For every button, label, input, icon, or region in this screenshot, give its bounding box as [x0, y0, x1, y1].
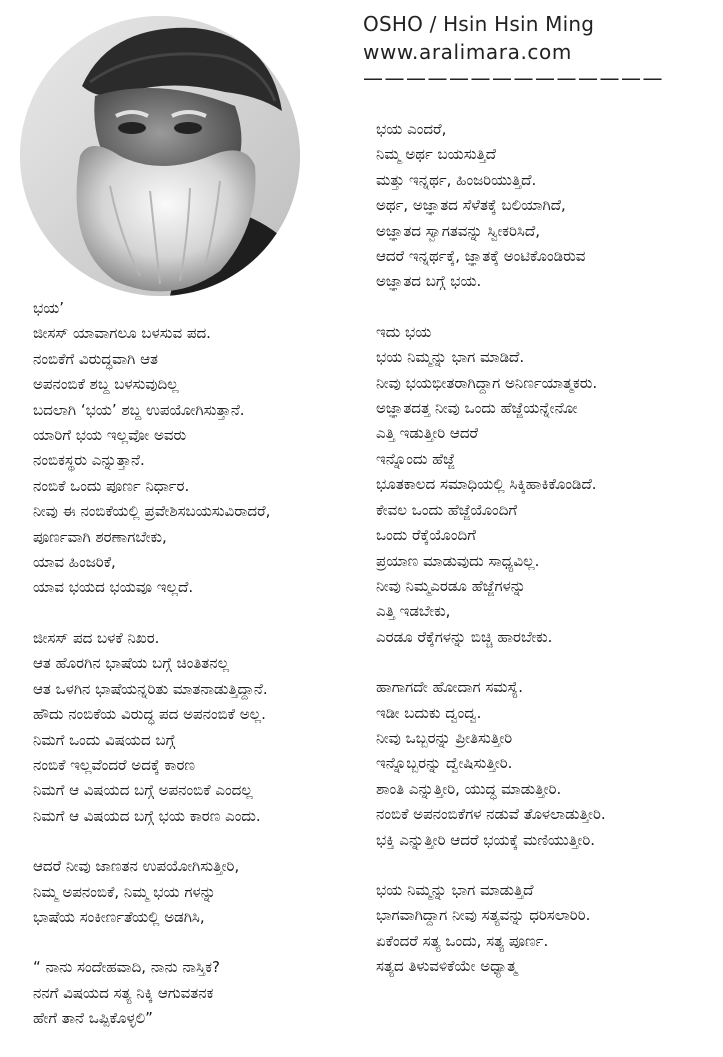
poem-line: ಎರಡೂ ರೆಕ್ಕೆಗಳನ್ನು ಬಿಚ್ಚಿ ಹಾರಬೇಕು. — [376, 627, 553, 646]
poem-line: ನೀವು ಒಬ್ಬರನ್ನು ಪ್ರೀತಿಸುತ್ತೀರಿ — [376, 728, 513, 747]
stanza — [33, 626, 270, 829]
poem-line: ಇದು ಭಯ — [376, 322, 432, 341]
poem-line: ಯಾರಿಗೆ ಭಯ ಇಲ್ಲವೋ ಅವರು — [33, 426, 187, 445]
stanza — [33, 854, 270, 930]
poem-line: ಹಾಗಾಗದೇ ಹೋದಾಗ ಸಮಸ್ಯೆ. — [376, 678, 523, 697]
poem-line: ನೀವು ಈ ನಂಬಿಕೆಯಲ್ಲಿ ಪ್ರವೇಶಿಸಬಯಸುವಿರಾದರೆ, — [33, 502, 271, 521]
stanza — [376, 675, 606, 853]
poem-line: ಅಪನಂಬಿಕೆ ಶಬ್ದ ಬಳಸುವುದಿಲ್ಲ — [33, 375, 179, 394]
poem-line: ನಿಮ್ಮ ಅಪನಂಬಿಕೆ, ನಿಮ್ಮ ಭಯ ಗಳನ್ನು — [33, 882, 216, 901]
poem-line: ನಂಬಿಕೆಗೆ ವಿರುದ್ಧವಾಗಿ ಆತ — [33, 349, 158, 368]
poem-line: ಅಜ್ಞಾತದತ್ತ ನೀವು ಒಂದು ಹೆಜ್ಜೆಯನ್ನೇನೋ — [376, 399, 578, 418]
poem-line: ನಿಮಗೆ ಆ ವಿಷಯದ ಬಗ್ಗೆ ಭಯ ಕಾರಣ ಎಂದು. — [33, 806, 261, 825]
poem-line: ಅಜ್ಞಾತದ ಸ್ವಾಗತವನ್ನು ಸ್ವೀಕರಿಸಿದೆ, — [376, 221, 540, 240]
poem-line: ಇಡೀ ಬದುಕು ದ್ವಂದ್ವ. — [376, 703, 482, 722]
left-column-text — [33, 296, 270, 1057]
stanza — [376, 117, 606, 295]
poem-line: ಜೀಸಸ್ ಯಾವಾಗಲೂ ಬಳಸುವ ಪದ. — [33, 324, 211, 343]
poem-line: ನಂಬಿಕೆ ಇಲ್ಲವೆಂದರೆ ಅದಕ್ಕೆ ಕಾರಣ — [33, 755, 196, 774]
right-column-text — [376, 117, 606, 1005]
header-rule: —————————————— — [363, 66, 664, 90]
poem-line: ಬದಲಾಗಿ ‘ಭಯ’ ಶಬ್ದ ಉಪಯೋಗಿಸುತ್ತಾನೆ. — [33, 400, 245, 419]
poem-line: ಆತ ಹೊರಗಿನ ಭಾಷೆಯ ಬಗ್ಗೆ ಚಿಂತಿತನಲ್ಲ — [33, 654, 230, 673]
poem-line: ಶಾಂತಿ ಎನ್ನುತ್ತೀರಿ, ಯುದ್ಧ ಮಾಡುತ್ತೀರಿ. — [376, 779, 562, 798]
author-title: OSHO / Hsin Hsin Ming — [363, 12, 595, 36]
poem-line: ಹೇಗೆ ತಾನೆ ಒಪ್ಪಿಕೊಳ್ಳಲಿ” — [33, 1009, 153, 1028]
stanza — [33, 296, 270, 601]
poem-line: ಭಯ ಎಂದರೆ, — [376, 120, 447, 138]
poem-line: ನಿಮಗೆ ಆ ವಿಷಯದ ಬಗ್ಗೆ ಅಪನಂಬಿಕೆ ಎಂದಲ್ಲ — [33, 781, 253, 800]
website-url: www.aralimara.com — [363, 40, 572, 64]
poem-line: ನನಗೆ ವಿಷಯದ ಸತ್ಯ ನಿಕ್ಕಿ ಆಗುವತನಕ — [33, 983, 214, 1002]
poem-line: ನಂಬಿಕೆ ಅಪನಂಬಿಕೆಗಳ ನಡುವೆ ತೊಳಲಾಡುತ್ತೀರಿ. — [376, 805, 606, 824]
poem-line: ನೀವು ನಿಮ್ಮಎರಡೂ ಹೆಜ್ಜೆಗಳನ್ನು — [376, 576, 526, 595]
stanza — [376, 878, 606, 980]
poem-line: ಪೂರ್ಣವಾಗಿ ಶರಣಾಗಬೇಕು, — [33, 527, 167, 546]
poem-line: ಭಯ ನಿಮ್ಮನ್ನು ಭಾಗ ಮಾಡಿದೆ. — [376, 348, 525, 367]
poem-line: ಮತ್ತು ಇನ್ನರ್ಥ, ಹಿಂಜರಿಯುತ್ತಿದೆ. — [376, 170, 537, 189]
poem-line: ಸತ್ಯದ ತಿಳುವಳಿಕೆಯೇ ಅಧ್ಯಾತ್ಮ — [376, 957, 518, 976]
poem-line: ನೀವು ಭಯಭೀತರಾಗಿದ್ದಾಗ ಅನಿರ್ಣಯಾತ್ಮಕರು. — [376, 373, 598, 392]
poem-line: ಭೂತಕಾಲದ ಸಮಾಧಿಯಲ್ಲಿ ಸಿಕ್ಕಿಹಾಕಿಕೊಂಡಿದೆ. — [376, 475, 597, 494]
poem-line: ಅಜ್ಞಾತದ ಬಗ್ಗೆ ಭಯ. — [376, 272, 482, 291]
poem-line: ಯಾವ ಭಯದ ಭಯವೂ ಇಲ್ಲದೆ. — [33, 578, 194, 597]
poem-line: ಏಕೆಂದರೆ ಸತ್ಯ ಒಂದು, ಸತ್ಯ ಪೂರ್ಣ. — [376, 931, 549, 950]
poem-line: ಹೌದು ನಂಬಿಕೆಯ ವಿರುದ್ಧ ಪದ ಅಪನಂಬಿಕೆ ಅಲ್ಲ. — [33, 705, 266, 724]
poem-line: ಪ್ರಯಾಣ ಮಾಡುವುದು ಸಾಧ್ಯವಿಲ್ಲ. — [376, 551, 540, 570]
poem-line: ಅರ್ಥ, ಅಜ್ಞಾತದ ಸೆಳೆತಕ್ಕೆ ಬಲಿಯಾಗಿದೆ, — [376, 196, 566, 215]
poem-line: ಇನ್ನೊಬ್ಬರನ್ನು ದ್ವೇಷಿಸುತ್ತೀರಿ. — [376, 754, 513, 773]
poem-line: “ ನಾನು ಸಂದೇಹವಾದಿ, ನಾನು ನಾಸ್ತಿಕ? — [33, 958, 220, 977]
poem-line: ಒಂದು ರೆಕ್ಕೆಯೊಂದಿಗೆ — [376, 526, 476, 545]
poem-line: ಎತ್ತಿ ಇಡಬೇಕು, — [376, 602, 451, 621]
poem-line: ಆದರೆ ಇನ್ನರ್ಥಕ್ಕೆ, ಜ್ಞಾತಕ್ಕೆ ಅಂಟಿಕೊಂಡಿರುವ — [376, 247, 586, 266]
stanza — [33, 955, 270, 1031]
poem-line: ಭಕ್ತಿ ಎನ್ನುತ್ತೀರಿ ಆದರೆ ಭಯಕ್ಕೆ ಮಣಿಯುತ್ತೀರಿ. — [376, 830, 596, 849]
poem-line: ಭಾಷೆಯ ಸಂಕೀರ್ಣತೆಯಲ್ಲಿ ಅಡಗಿಸಿ, — [33, 907, 205, 926]
poem-line: ಆದರೆ ನೀವು ಜಾಣತನ ಉಪಯೋಗಿಸುತ್ತೀರಿ, — [33, 857, 240, 876]
poem-line: ಭಯ’ — [33, 299, 65, 317]
poem-line: ಇನ್ನೊಂದು ಹೆಜ್ಜೆ — [376, 449, 455, 468]
poem-line: ಯಾವ ಹಿಂಜರಿಕೆ, — [33, 553, 116, 572]
poem-line: ನಿಮಗೆ ಒಂದು ವಿಷಯದ ಬಗ್ಗೆ — [33, 730, 176, 749]
poem-line: ಜೀಸಸ್ ಪದ ಬಳಕೆ ನಿಖರ. — [33, 628, 160, 647]
poem-line: ಎತ್ತಿ ಇಡುತ್ತೀರಿ ಆದರೆ — [376, 424, 479, 443]
header — [363, 10, 703, 88]
poem-line: ಭಯ ನಿಮ್ಮನ್ನು ಭಾಗ ಮಾಡುತ್ತಿದೆ — [376, 880, 534, 899]
stanza — [376, 320, 606, 650]
poem-line: ಭಾಗವಾಗಿದ್ದಾಗ ನೀವು ಸತ್ಯವನ್ನು ಧರಿಸಲಾರಿರಿ. — [376, 906, 591, 925]
poem-line: ನಂಬಿಕೆ ಒಂದು ಪೂರ್ಣ ನಿರ್ಧಾರ. — [33, 476, 190, 495]
poem-line: ನಿಮ್ಮ ಅರ್ಥ ಬಯಸುತ್ತಿದೆ — [376, 145, 496, 164]
author-portrait — [20, 16, 300, 296]
poem-line: ನಂಬಿಕಸ್ಥರು ಎನ್ನುತ್ತಾನೆ. — [33, 451, 145, 470]
poem-line: ಆತ ಒಳಗಿನ ಭಾಷೆಯನ್ನರಿತು ಮಾತನಾಡುತ್ತಿದ್ದಾನೆ. — [33, 679, 268, 698]
poem-line: ಕೇವಲ ಒಂದು ಹೆಜ್ಜೆಯೊಂದಿಗೆ — [376, 500, 518, 519]
